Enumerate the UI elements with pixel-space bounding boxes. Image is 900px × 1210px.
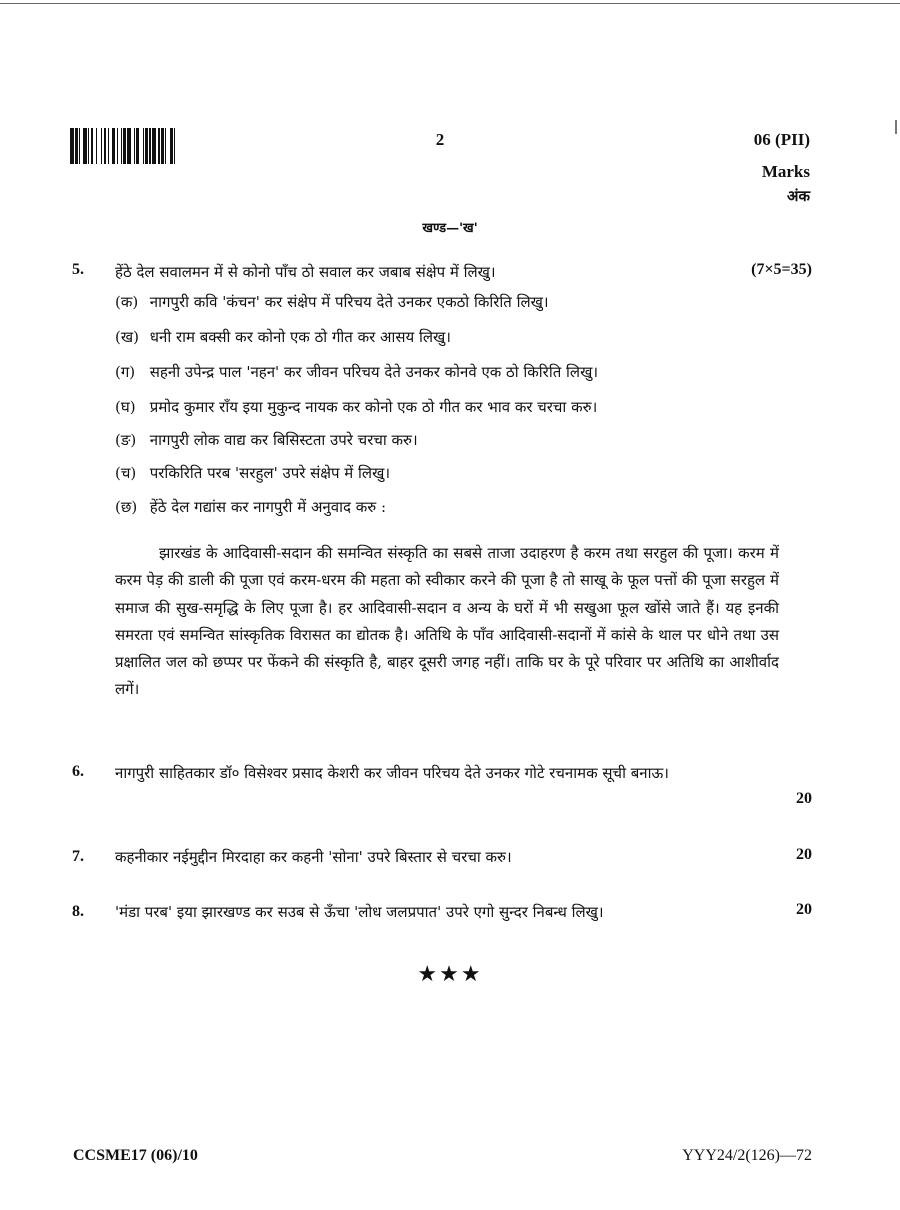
subquestion-label: (क) <box>115 293 139 311</box>
subquestion <box>115 426 418 454</box>
subquestion <box>115 393 597 421</box>
barcode-bar <box>91 128 94 164</box>
question-text: हेंठे देल सवालमन में से कोनो पाँच ठो सवाल कर जबाब संक्षेप में लिखु। <box>115 263 496 281</box>
top-rule <box>0 3 900 4</box>
subquestion <box>115 323 451 351</box>
barcode-bar <box>134 128 135 164</box>
subquestion-text: प्रमोद कुमार राँय इया मुकुन्द नायक कर कोनो एक ठो गीत कर भाव कर चरचा करु। <box>149 398 598 416</box>
page-number: 2 <box>435 130 445 149</box>
subquestion-text: हेंठे देल गद्यांस कर नागपुरी में अनुवाद करु : <box>149 498 387 516</box>
subquestion <box>115 288 549 316</box>
barcode-bar <box>104 128 107 164</box>
barcode-bar <box>174 128 175 164</box>
barcode-bar <box>96 128 97 164</box>
subquestion <box>115 459 390 487</box>
edge-mark <box>895 120 897 134</box>
barcode-bar <box>158 128 159 164</box>
barcode-bar <box>161 128 164 164</box>
marks-label-hindi: अंक <box>787 187 810 205</box>
subquestion-text: परकिरिति परब 'सरहुल' उपरे संक्षेप में लिखु। <box>149 464 391 482</box>
question-number: 7. <box>72 848 84 865</box>
barcode-bar <box>123 128 126 164</box>
paper-code: 06 (PII) <box>753 130 810 149</box>
question-number: 6. <box>72 763 84 780</box>
barcode-bar <box>136 128 139 164</box>
barcode-bar <box>170 128 173 164</box>
barcode-bar <box>152 128 156 164</box>
question-number: 5. <box>72 261 84 278</box>
footer-left-code: CCSME17 (06)/10 <box>73 1147 198 1164</box>
barcode-bar <box>108 128 109 164</box>
barcode-bar <box>70 128 74 164</box>
barcode-image <box>70 128 246 164</box>
barcode-bar <box>117 128 118 164</box>
marks-label-english: Marks <box>761 162 810 181</box>
subquestion-text: नागपुरी कवि 'कंचन' कर संक्षेप में परिचय देते उनकर एकठो किरिति लिखु। <box>149 293 549 311</box>
barcode-bar <box>112 128 116 164</box>
barcode-bar <box>79 128 80 164</box>
barcode-bar <box>149 128 150 164</box>
translation-passage: झारखंड के आदिवासी-सदान की समन्वित संस्कृति का सबसे ताजा उदाहरण है करम तथा सरहुल की पूजा। करम में करम पेड़ की डाली की पूजा एवं करम-धरम की महता को स्वीकार करने की पूजा है तो साखू के फूल पत्तों की पूजा सरहुल में समाज की सुख-समृद्धि के लिए पूजा है। हर आदिवासी-सदान व अन्य के घरों में भी सखुआ फूल खोंसे जाते हैं। यह इनकी समरता एवं समन्वित सांस्कृतिक विरासत का द्योतक है। अतिथि के पाँव आदिवासी-सदानों में कांसे के थाल पर धोने तथा उस प्रक्षालित जल को छप्पर पर फेंकने की संस्कृति है, बाहर दूसरी जगह नहीं। ताकि घर के पूरे परिवार पर अतिथि का आशीर्वाद लगें। <box>115 544 779 699</box>
question-text: 'मंडा परब' इया झारखण्ड कर सउब से ऊँचा 'लोध जलप्रपात' उपरे एगो सुन्दर निबन्ध लिखु। <box>115 903 604 921</box>
barcode-bar <box>127 128 131 164</box>
subquestion <box>115 493 386 521</box>
footer-right-code: YYY24/2(126)—72 <box>682 1147 812 1164</box>
subquestion-label: (ख) <box>115 328 139 346</box>
barcode-bar <box>75 128 78 164</box>
barcode-bar <box>165 128 166 164</box>
subquestion-label: (छ) <box>115 498 138 516</box>
subquestion-label: (ङ) <box>115 431 137 449</box>
question-marks: 20 <box>796 790 812 807</box>
question-marks: (7×5=35) <box>751 261 812 278</box>
question-text: कहनीकार नईमुद्दीन मिरदाहा कर कहनी 'सोना' उपरे बिस्तार से चरचा करु। <box>115 848 512 866</box>
subquestion-label: (घ) <box>115 398 136 416</box>
barcode-bar <box>83 128 87 164</box>
subquestion-text: नागपुरी लोक वाद्य कर बिसिस्टता उपरे चरचा करु। <box>149 431 418 449</box>
question-text: नागपुरी साहितकार डॉ० विसेश्वर प्रसाद केशरी कर जीवन परिचय देते उनकर गोटे रचनामक सूची बनाऊ। <box>115 764 669 782</box>
barcode-bar <box>143 128 144 164</box>
end-stars: ★★★ <box>417 962 483 987</box>
barcode-bar <box>88 128 89 164</box>
question-marks: 20 <box>796 901 812 918</box>
subquestion-label: (ग) <box>115 363 136 381</box>
barcode-bar <box>121 128 122 164</box>
barcode-bar <box>145 128 148 164</box>
section-title: खण्ड—'ख' <box>422 221 478 236</box>
question-marks: 20 <box>796 846 812 863</box>
question-number: 8. <box>72 903 84 920</box>
subquestion-text: सहनी उपेन्द्र पाल 'नहन' कर जीवन परिचय देते उनकर कोनवे एक ठो किरिति लिखु। <box>149 363 599 381</box>
subquestion-text: धनी राम बक्सी कर कोनो एक ठो गीत कर आसय लिखु। <box>149 328 451 346</box>
barcode-bar <box>101 128 102 164</box>
subquestion <box>115 358 598 386</box>
subquestion-label: (च) <box>115 464 137 482</box>
